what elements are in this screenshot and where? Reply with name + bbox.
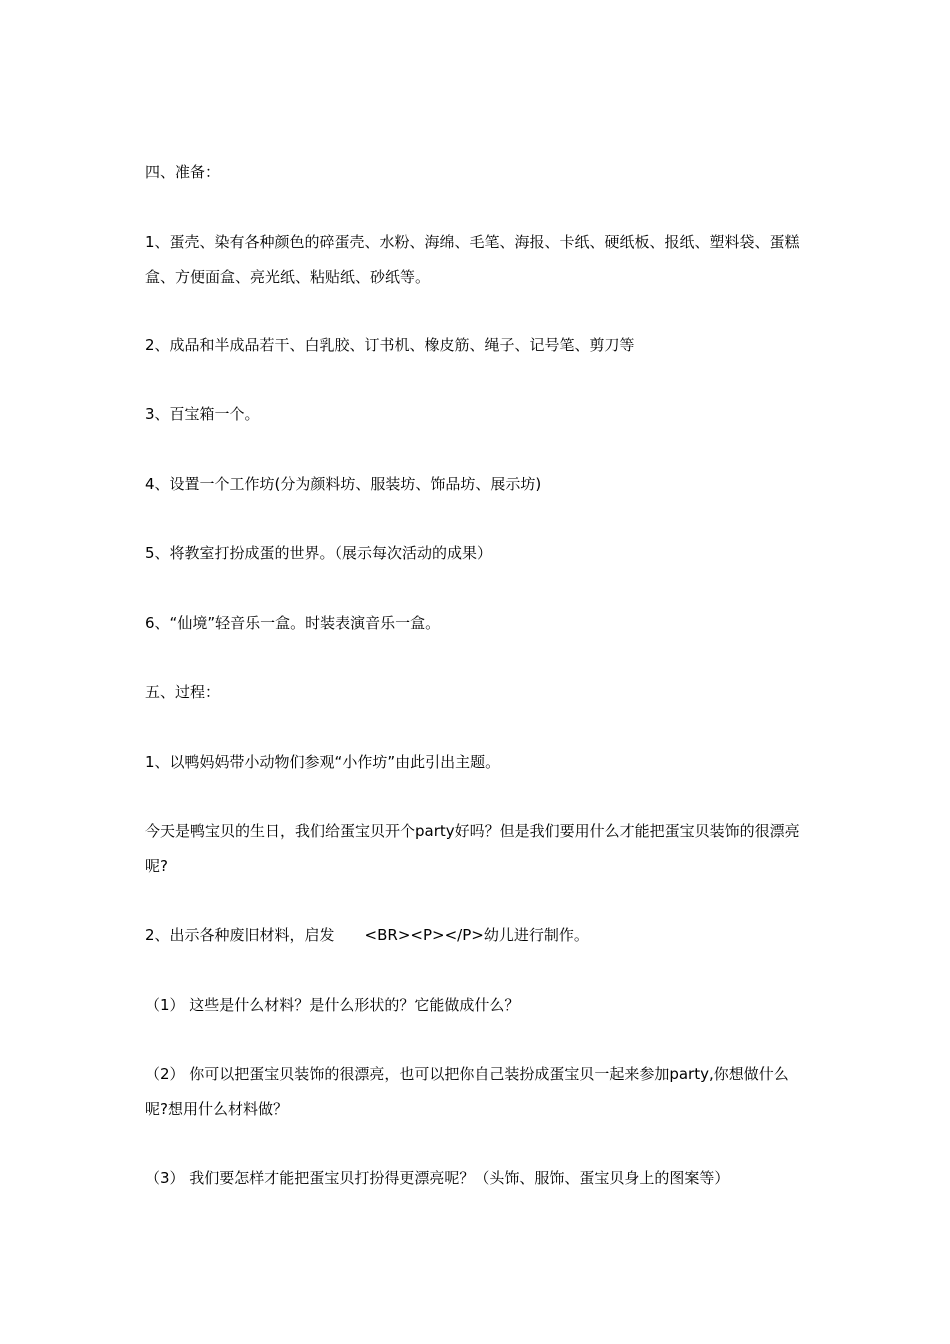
paragraph: （3） 我们要怎样才能把蛋宝贝打扮得更漂亮呢？（头饰、服饰、蛋宝贝身上的图案等） bbox=[145, 1169, 730, 1187]
section-heading-process: 五、过程： bbox=[145, 683, 221, 701]
paragraph: 5、将教室打扮成蛋的世界。（展示每次活动的成果） bbox=[145, 544, 493, 562]
paragraph: 6、“仙境”轻音乐一盒。时装表演音乐一盒。 bbox=[145, 614, 441, 632]
paragraph: 1、蛋壳、染有各种颜色的碎蛋壳、水粉、海绵、毛笔、海报、卡纸、硬纸板、报纸、塑料袋、蛋糕盒、方便面盒、亮光纸、粘贴纸、砂纸等。 bbox=[145, 233, 800, 286]
paragraph: 2、成品和半成品若干、白乳胶、订书机、橡皮筋、绳子、记号笔、剪刀等 bbox=[145, 336, 635, 354]
paragraph: 4、设置一个工作坊(分为颜料坊、服装坊、饰品坊、展示坊) bbox=[145, 475, 542, 493]
paragraph: 1、以鸭妈妈带小动物们参观“小作坊”由此引出主题。 bbox=[145, 753, 501, 771]
paragraph: （2） 你可以把蛋宝贝装饰的很漂亮，也可以把你自己装扮成蛋宝贝一起来参加party,你想做什么呢?想用什么材料做？ bbox=[145, 1065, 789, 1118]
paragraph: 2、出示各种废旧材料，启发 <BR><P></P>幼儿进行制作。 bbox=[145, 926, 589, 944]
paragraph: 3、百宝箱一个。 bbox=[145, 405, 260, 423]
paragraph: （1） 这些是什么材料？是什么形状的？它能做成什么？ bbox=[145, 996, 520, 1014]
section-heading-preparation: 四、准备： bbox=[145, 163, 221, 181]
paragraph: 今天是鸭宝贝的生日，我们给蛋宝贝开个party好吗？但是我们要用什么才能把蛋宝贝装饰的很漂亮呢? bbox=[145, 822, 800, 875]
